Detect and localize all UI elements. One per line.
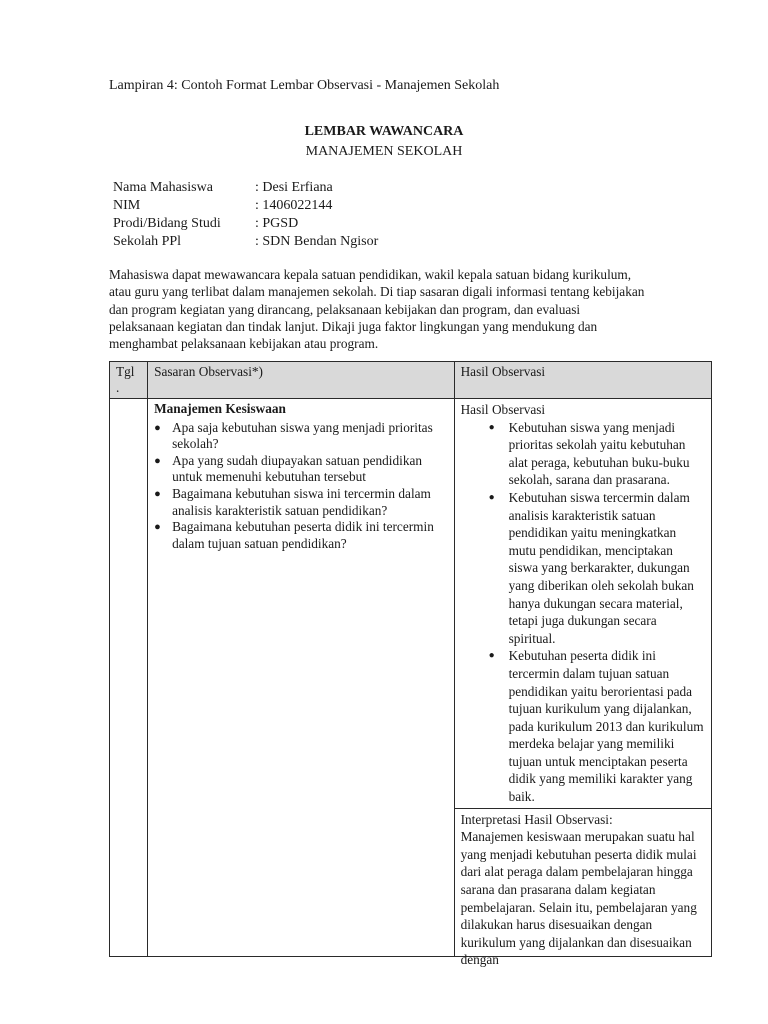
identity-row (113, 215, 378, 233)
identity-block (113, 179, 378, 251)
hasil-label: Hasil Observasi (460, 402, 546, 417)
identity-row (113, 197, 378, 215)
intro-line: menghambat pelaksanaan kebijakan atau program. (109, 336, 379, 352)
observation-table (109, 361, 712, 968)
question-item: ● Apa yang sudah diupayakan satuan pendidikan untuk memenuhi kebutuhan tersebut (154, 453, 448, 486)
question-item: ● Bagaimana kebutuhan peserta didik ini tercermin dalam tujuan satuan pendidikan? (154, 519, 448, 552)
header-tgl-label: Tgl (116, 364, 135, 379)
identity-value: : Desi Erfiana (255, 180, 333, 195)
header-tgl-dot: . (116, 380, 120, 395)
identity-value: : PGSD (255, 216, 299, 231)
interpretasi-label: Interpretasi Hasil Observasi: (460, 811, 613, 827)
identity-label: Sekolah PPl (113, 234, 182, 249)
section-title: Manajemen Kesiswaan (154, 401, 286, 416)
identity-label: Nama Mahasiswa (113, 180, 213, 195)
tgl-cell (110, 399, 148, 957)
hasil-cell (454, 399, 711, 809)
hasil-item: ● Kebutuhan peserta didik ini tercermin dalam tujuan satuan pendidikan yaitu berorientasi pada tujuan kurikulum yang dijalankan, pada kurikulum 2013 dan kurikulum merdeka belajar yang memiliki tujuan untuk menciptakan peserta didik yang memiliki karakter yang baik. (489, 647, 705, 805)
intro-line: dan program kegiatan yang dirancang, pelaksanaan kebijakan dan program, dan evaluasi (109, 301, 581, 317)
header-hasil-label: Hasil Observasi (460, 364, 546, 379)
header-sasaran-label: Sasaran Observasi*) (154, 364, 263, 379)
hasil-item: ● Kebutuhan siswa yang menjadi prioritas sekolah yaitu kebutuhan alat peraga, kebutuhan buku-buku sekolah, sarana dan prasarana. (489, 419, 705, 489)
table-header-row (110, 362, 712, 399)
identity-value: : 1406022144 (255, 198, 333, 213)
identity-row (113, 179, 378, 197)
appendix-title: Lampiran 4: Contoh Format Lembar Observasi - Manajemen Sekolah (109, 78, 500, 93)
identity-label: NIM (113, 198, 141, 213)
hasil-list (461, 419, 705, 806)
intro-line: pelaksanaan kegiatan dan tindak lanjut. Dikaji juga faktor lingkungan yang mendukung dan (109, 318, 598, 334)
document-title: LEMBAR WAWANCARA (304, 124, 464, 139)
document-subtitle: MANAJEMEN SEKOLAH (305, 144, 463, 159)
intro-line: atau guru yang terlibat dalam manajemen sekolah. Di tiap sasaran digali informasi tentang kebijakan (109, 284, 645, 300)
interpretasi-text: Manajemen kesiswaan merupakan suatu hal yang menjadi kebutuhan peserta didik mulai dari alat peraga dalam pembelajaran hingga sarana dan prasarana dalam kegiatan pembelajaran. Selain itu, pembelajaran yang dilakukan harus disesuaikan dengan kurikulum yang dijalankan dan disesuaikan dengan (460, 829, 697, 968)
identity-row (113, 233, 378, 251)
header-sasaran (148, 362, 455, 399)
question-item: ● Bagaimana kebutuhan siswa ini tercermin dalam analisis karakteristik satuan pendidikan? (154, 486, 448, 519)
header-hasil (454, 362, 711, 399)
intro-paragraph (109, 266, 714, 352)
identity-value: : SDN Bendan Ngisor (255, 234, 379, 249)
question-item: ● Apa saja kebutuhan siswa yang menjadi prioritas sekolah? (154, 420, 448, 453)
identity-label: Prodi/Bidang Studi (113, 216, 221, 231)
table-row (110, 399, 712, 809)
header-tgl (110, 362, 148, 399)
interpretasi-cell (454, 808, 711, 968)
hasil-item: ● Kebutuhan siswa tercermin dalam analisis karakteristik satuan pendidikan yaitu meningkatkan mutu pendidikan, menciptakan siswa yang berkarakter, dukungan yang diberikan oleh sekolah bukan hanya dukungan secara material, tetapi juga dukungan secara spiritual. (489, 489, 705, 647)
question-list (154, 420, 448, 553)
sasaran-cell (148, 399, 455, 957)
intro-line: Mahasiswa dapat mewawancara kepala satuan pendidikan, wakil kepala satuan bidang kurikulum, (109, 267, 632, 282)
